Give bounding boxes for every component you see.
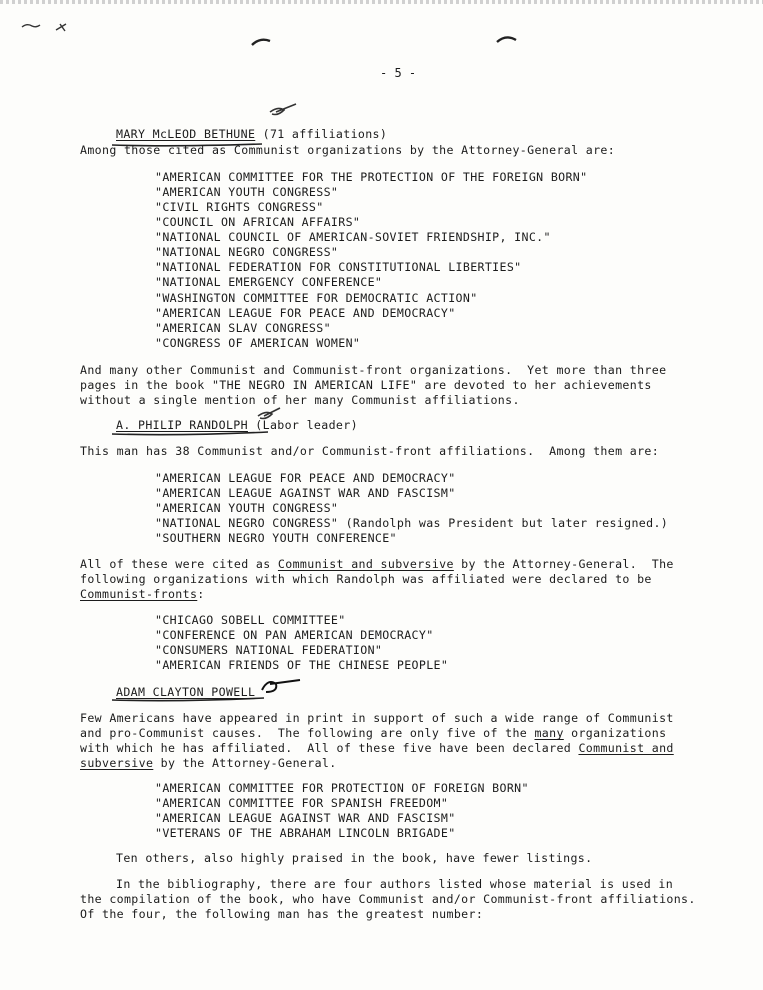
powell-org: "AMERICAN LEAGUE AGAINST WAR AND FASCISM"	[155, 811, 456, 825]
bethune-org: "CONGRESS OF AMERICAN WOMEN"	[155, 336, 361, 350]
powell-paragraph-line	[80, 756, 337, 771]
randolph-name: A. PHILIP RANDOLPH	[116, 418, 248, 432]
text-run: :	[197, 587, 205, 601]
bethune-name: MARY McLEOD BETHUNE	[116, 127, 256, 141]
bethune-org: "COUNCIL ON AFRICAN AFFAIRS"	[155, 215, 361, 229]
page-number: - 5 -	[380, 66, 417, 80]
bethune-org: "CIVIL RIGHTS CONGRESS"	[155, 200, 324, 214]
powell-org: "VETERANS OF THE ABRAHAM LINCOLN BRIGADE"	[155, 826, 456, 840]
text-run: with which he has affiliated. All of these five have been declared	[80, 741, 579, 755]
randolph-heading	[116, 418, 358, 433]
bibliography-line: the compilation of the book, who have Communist and/or Communist-front affiliations.	[80, 892, 696, 906]
underlined-text: Communist and subversive	[277, 557, 454, 571]
powell-org: "AMERICAN COMMITTEE FOR SPANISH FREEDOM"	[155, 796, 449, 810]
bethune-org: "AMERICAN YOUTH CONGRESS"	[155, 185, 339, 199]
bethune-org: "AMERICAN LEAGUE FOR PEACE AND DEMOCRACY"	[155, 306, 456, 320]
bethune-closing-line: And many other Communist and Communist-front organizations. Yet more than three	[80, 363, 667, 377]
bethune-org: "WASHINGTON COMMITTEE FOR DEMOCRATIC ACTION"	[155, 291, 478, 305]
bethune-org: "NATIONAL COUNCIL OF AMERICAN-SOVIET FRIENDSHIP, INC."	[155, 230, 551, 244]
text-run: by the Attorney-General. The	[453, 557, 674, 571]
powell-paragraph-line: Few Americans have appeared in print in support of such a wide range of Communist	[80, 711, 674, 725]
randolph-org: "AMERICAN LEAGUE AGAINST WAR AND FASCISM"	[155, 486, 456, 500]
bethune-intro: Among those cited as Communist organizations by the Attorney-General are:	[80, 143, 616, 157]
randolph-org: "AMERICAN LEAGUE FOR PEACE AND DEMOCRACY"	[155, 471, 456, 485]
bethune-note: (71 affiliations)	[255, 127, 388, 141]
randolph-org: "NATIONAL NEGRO CONGRESS" (Randolph was President but later resigned.)	[155, 516, 669, 530]
bethune-org: "NATIONAL NEGRO CONGRESS"	[155, 245, 339, 259]
text-run: and pro-Communist causes. The following are only five of the	[80, 726, 535, 740]
bibliography-line: In the bibliography, there are four authors listed whose material is used in	[116, 877, 674, 891]
randolph-front: "AMERICAN FRIENDS OF THE CHINESE PEOPLE"	[155, 658, 449, 672]
randolph-org: "AMERICAN YOUTH CONGRESS"	[155, 501, 339, 515]
randolph-note: (Labor leader)	[247, 418, 358, 432]
randolph-front: "CONFERENCE ON PAN AMERICAN DEMOCRACY"	[155, 628, 434, 642]
powell-name: ADAM CLAYTON POWELL	[116, 685, 256, 699]
bibliography-line: Of the four, the following man has the greatest number:	[80, 907, 484, 921]
randolph-cited-line	[80, 587, 205, 602]
bethune-closing-line: without a single mention of her many Communist affiliations.	[80, 393, 520, 407]
powell-paragraph-line	[80, 741, 674, 756]
text-run: organizations	[563, 726, 667, 740]
randolph-front: "CONSUMERS NATIONAL FEDERATION"	[155, 643, 383, 657]
powell-org: "AMERICAN COMMITTEE FOR PROTECTION OF FOREIGN BORN"	[155, 781, 529, 795]
text-run: All of these were cited as	[80, 557, 278, 571]
powell-heading	[116, 685, 255, 700]
underlined-text: many	[534, 726, 564, 740]
bethune-org: "NATIONAL FEDERATION FOR CONSTITUTIONAL LIBERTIES"	[155, 260, 522, 274]
randolph-front: "CHICAGO SOBELL COMMITTEE"	[155, 613, 346, 627]
bethune-org: "AMERICAN SLAV CONGRESS"	[155, 321, 331, 335]
others-paragraph: Ten others, also highly praised in the book, have fewer listings.	[116, 851, 593, 865]
bethune-closing-line: pages in the book "THE NEGRO IN AMERICAN LIFE" are devoted to her achievements	[80, 378, 652, 392]
bethune-org: "AMERICAN COMMITTEE FOR THE PROTECTION OF THE FOREIGN BORN"	[155, 170, 588, 184]
powell-paragraph-line	[80, 726, 666, 741]
randolph-org: "SOUTHERN NEGRO YOUTH CONFERENCE"	[155, 531, 397, 545]
randolph-cited-line	[80, 557, 674, 572]
bethune-org: "NATIONAL EMERGENCY CONFERENCE"	[155, 275, 383, 289]
randolph-cited-line: following organizations with which Randolph was affiliated were declared to be	[80, 572, 652, 586]
randolph-intro: This man has 38 Communist and/or Communist-front affiliations. Among them are:	[80, 444, 660, 458]
underlined-text: Communist and	[578, 741, 674, 755]
text-run: by the Attorney-General.	[153, 756, 337, 770]
underlined-text: subversive	[80, 756, 154, 770]
underlined-text: Communist-fronts	[80, 587, 198, 601]
bethune-heading	[116, 127, 387, 142]
